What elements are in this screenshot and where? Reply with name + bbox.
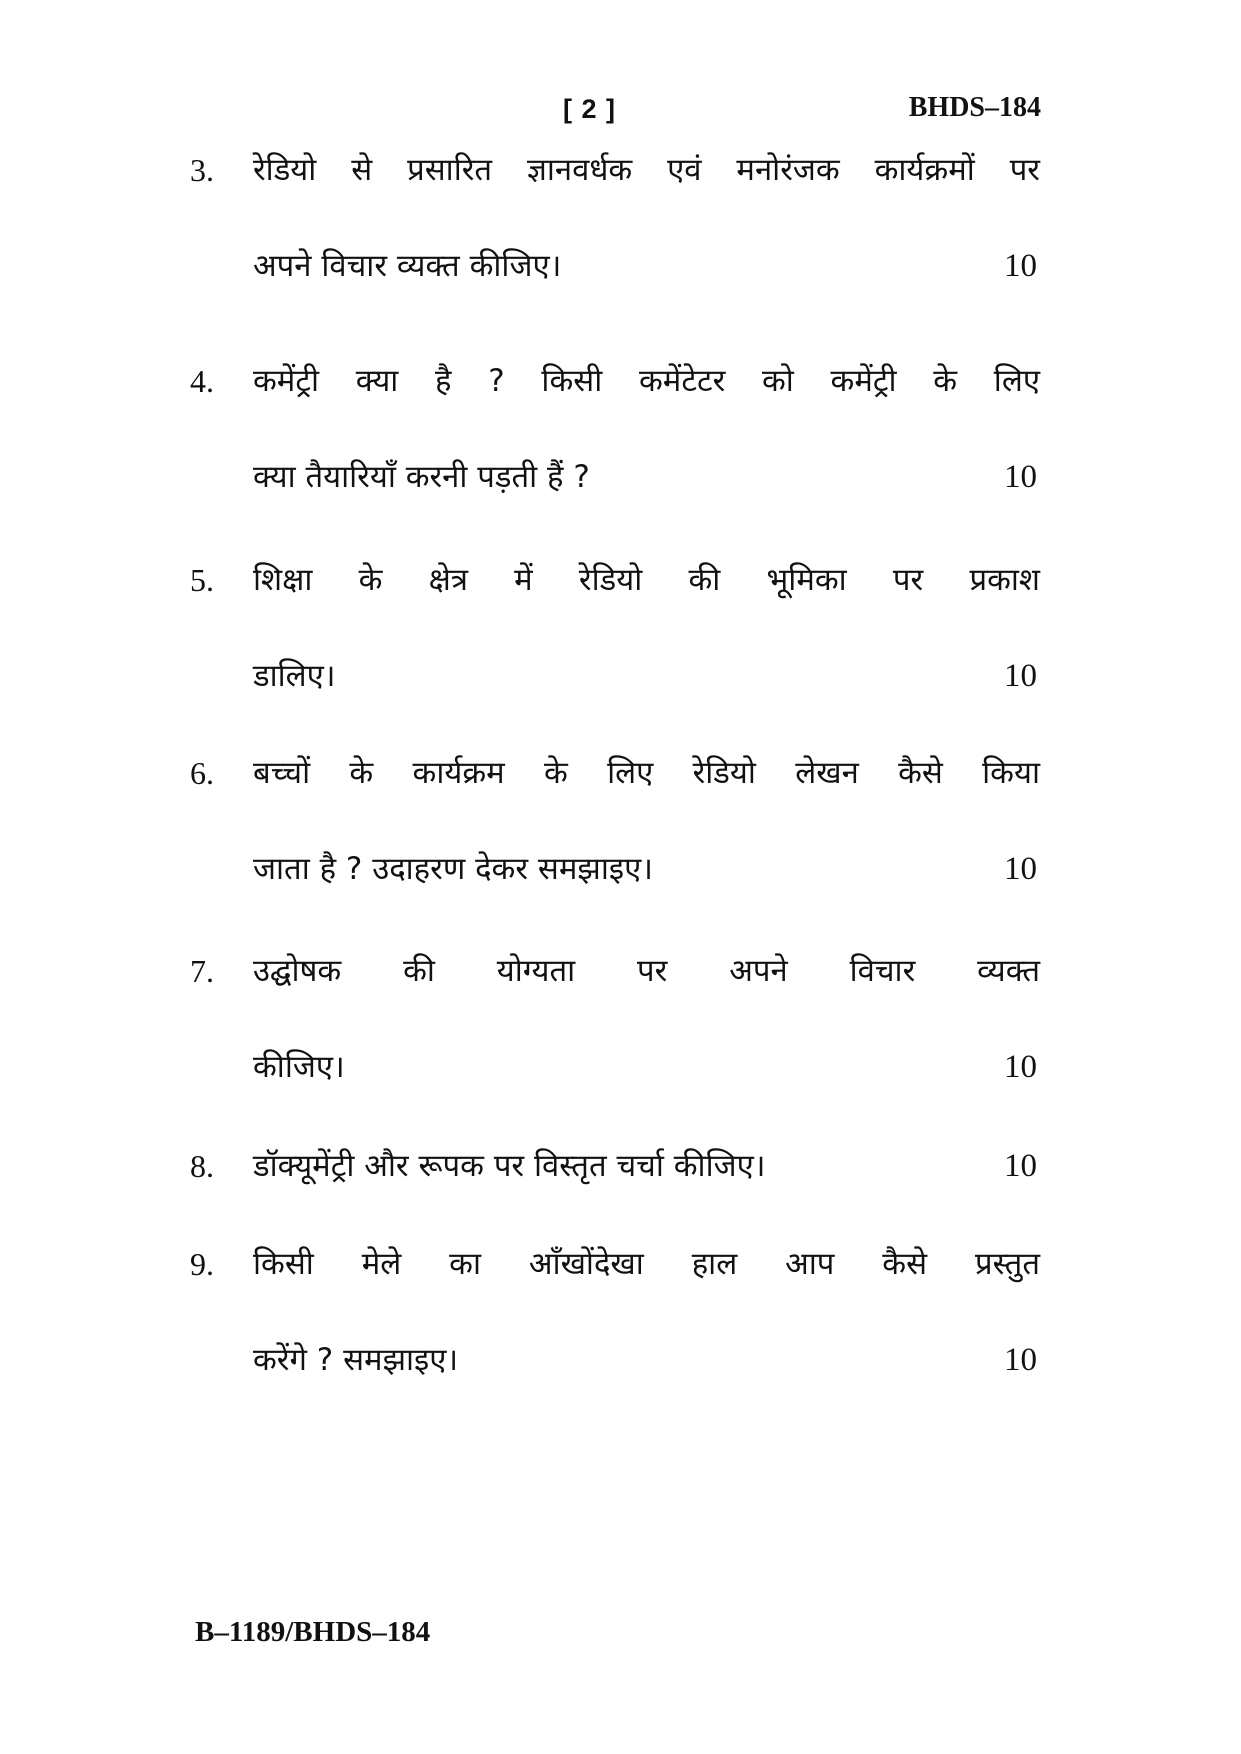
question-6 <box>190 753 1050 889</box>
question-text: डॉक्यूमेंट्री और रूपक पर विस्तृत चर्चा कीजिए। <box>253 1148 766 1184</box>
question-line-2 <box>190 849 1050 889</box>
question-line-1 <box>190 951 1050 991</box>
question-text-continued: डालिए। <box>253 658 336 694</box>
question-marks: 10 <box>1004 851 1037 887</box>
question-text: शिक्षा के क्षेत्र में रेडियो की भूमिका पर प्रकाश <box>253 562 1040 598</box>
paper-code-footer: B–1189/BHDS–184 <box>195 1616 431 1648</box>
question-line-2 <box>190 457 1050 497</box>
question-4 <box>190 361 1050 497</box>
question-line-1 <box>190 753 1050 793</box>
question-line-1 <box>190 150 1050 190</box>
question-text: उद्घोषक की योग्यता पर अपने विचार व्यक्त <box>253 953 1040 989</box>
page-number: [ 2 ] <box>563 94 617 124</box>
question-number: 3. <box>190 152 214 188</box>
question-line-1 <box>190 1146 1050 1186</box>
question-text: किसी मेले का आँखोंदेखा हाल आप कैसे प्रस्तुत <box>253 1246 1040 1282</box>
question-3 <box>190 150 1050 286</box>
question-line-2 <box>190 656 1050 696</box>
question-number: 4. <box>190 363 214 399</box>
question-text: कमेंट्री क्या है ? किसी कमेंटेटर को कमेंट्री के लिए <box>253 363 1040 399</box>
question-line-2 <box>190 1047 1050 1087</box>
question-marks: 10 <box>1004 1148 1037 1184</box>
question-line-1 <box>190 560 1050 600</box>
question-marks: 10 <box>1004 248 1037 284</box>
question-line-2 <box>190 1340 1050 1380</box>
question-number: 7. <box>190 953 214 989</box>
question-text-continued: कीजिए। <box>253 1049 345 1085</box>
question-5 <box>190 560 1050 696</box>
question-number: 8. <box>190 1148 214 1184</box>
question-marks: 10 <box>1004 1342 1037 1378</box>
question-marks: 10 <box>1004 658 1037 694</box>
question-marks: 10 <box>1004 459 1037 495</box>
question-number: 9. <box>190 1246 214 1282</box>
question-number: 5. <box>190 562 214 598</box>
question-text-continued: क्या तैयारियाँ करनी पड़ती हैं ? <box>253 459 590 495</box>
question-text: रेडियो से प्रसारित ज्ञानवर्धक एवं मनोरंजक कार्यक्रमों पर <box>253 152 1040 188</box>
question-9 <box>190 1244 1050 1380</box>
paper-code-header: BHDS–184 <box>908 92 1041 123</box>
question-text-continued: जाता है ? उदाहरण देकर समझाइए। <box>253 851 653 887</box>
question-marks: 10 <box>1004 1049 1037 1085</box>
question-8 <box>190 1146 1050 1186</box>
question-line-2 <box>190 246 1050 286</box>
question-line-1 <box>190 1244 1050 1284</box>
question-line-1 <box>190 361 1050 401</box>
question-text-continued: अपने विचार व्यक्त कीजिए। <box>253 248 562 284</box>
question-text-continued: करेंगे ? समझाइए। <box>253 1342 459 1378</box>
question-text: बच्चों के कार्यक्रम के लिए रेडियो लेखन कैसे किया <box>253 755 1040 791</box>
question-7 <box>190 951 1050 1087</box>
question-number: 6. <box>190 755 214 791</box>
